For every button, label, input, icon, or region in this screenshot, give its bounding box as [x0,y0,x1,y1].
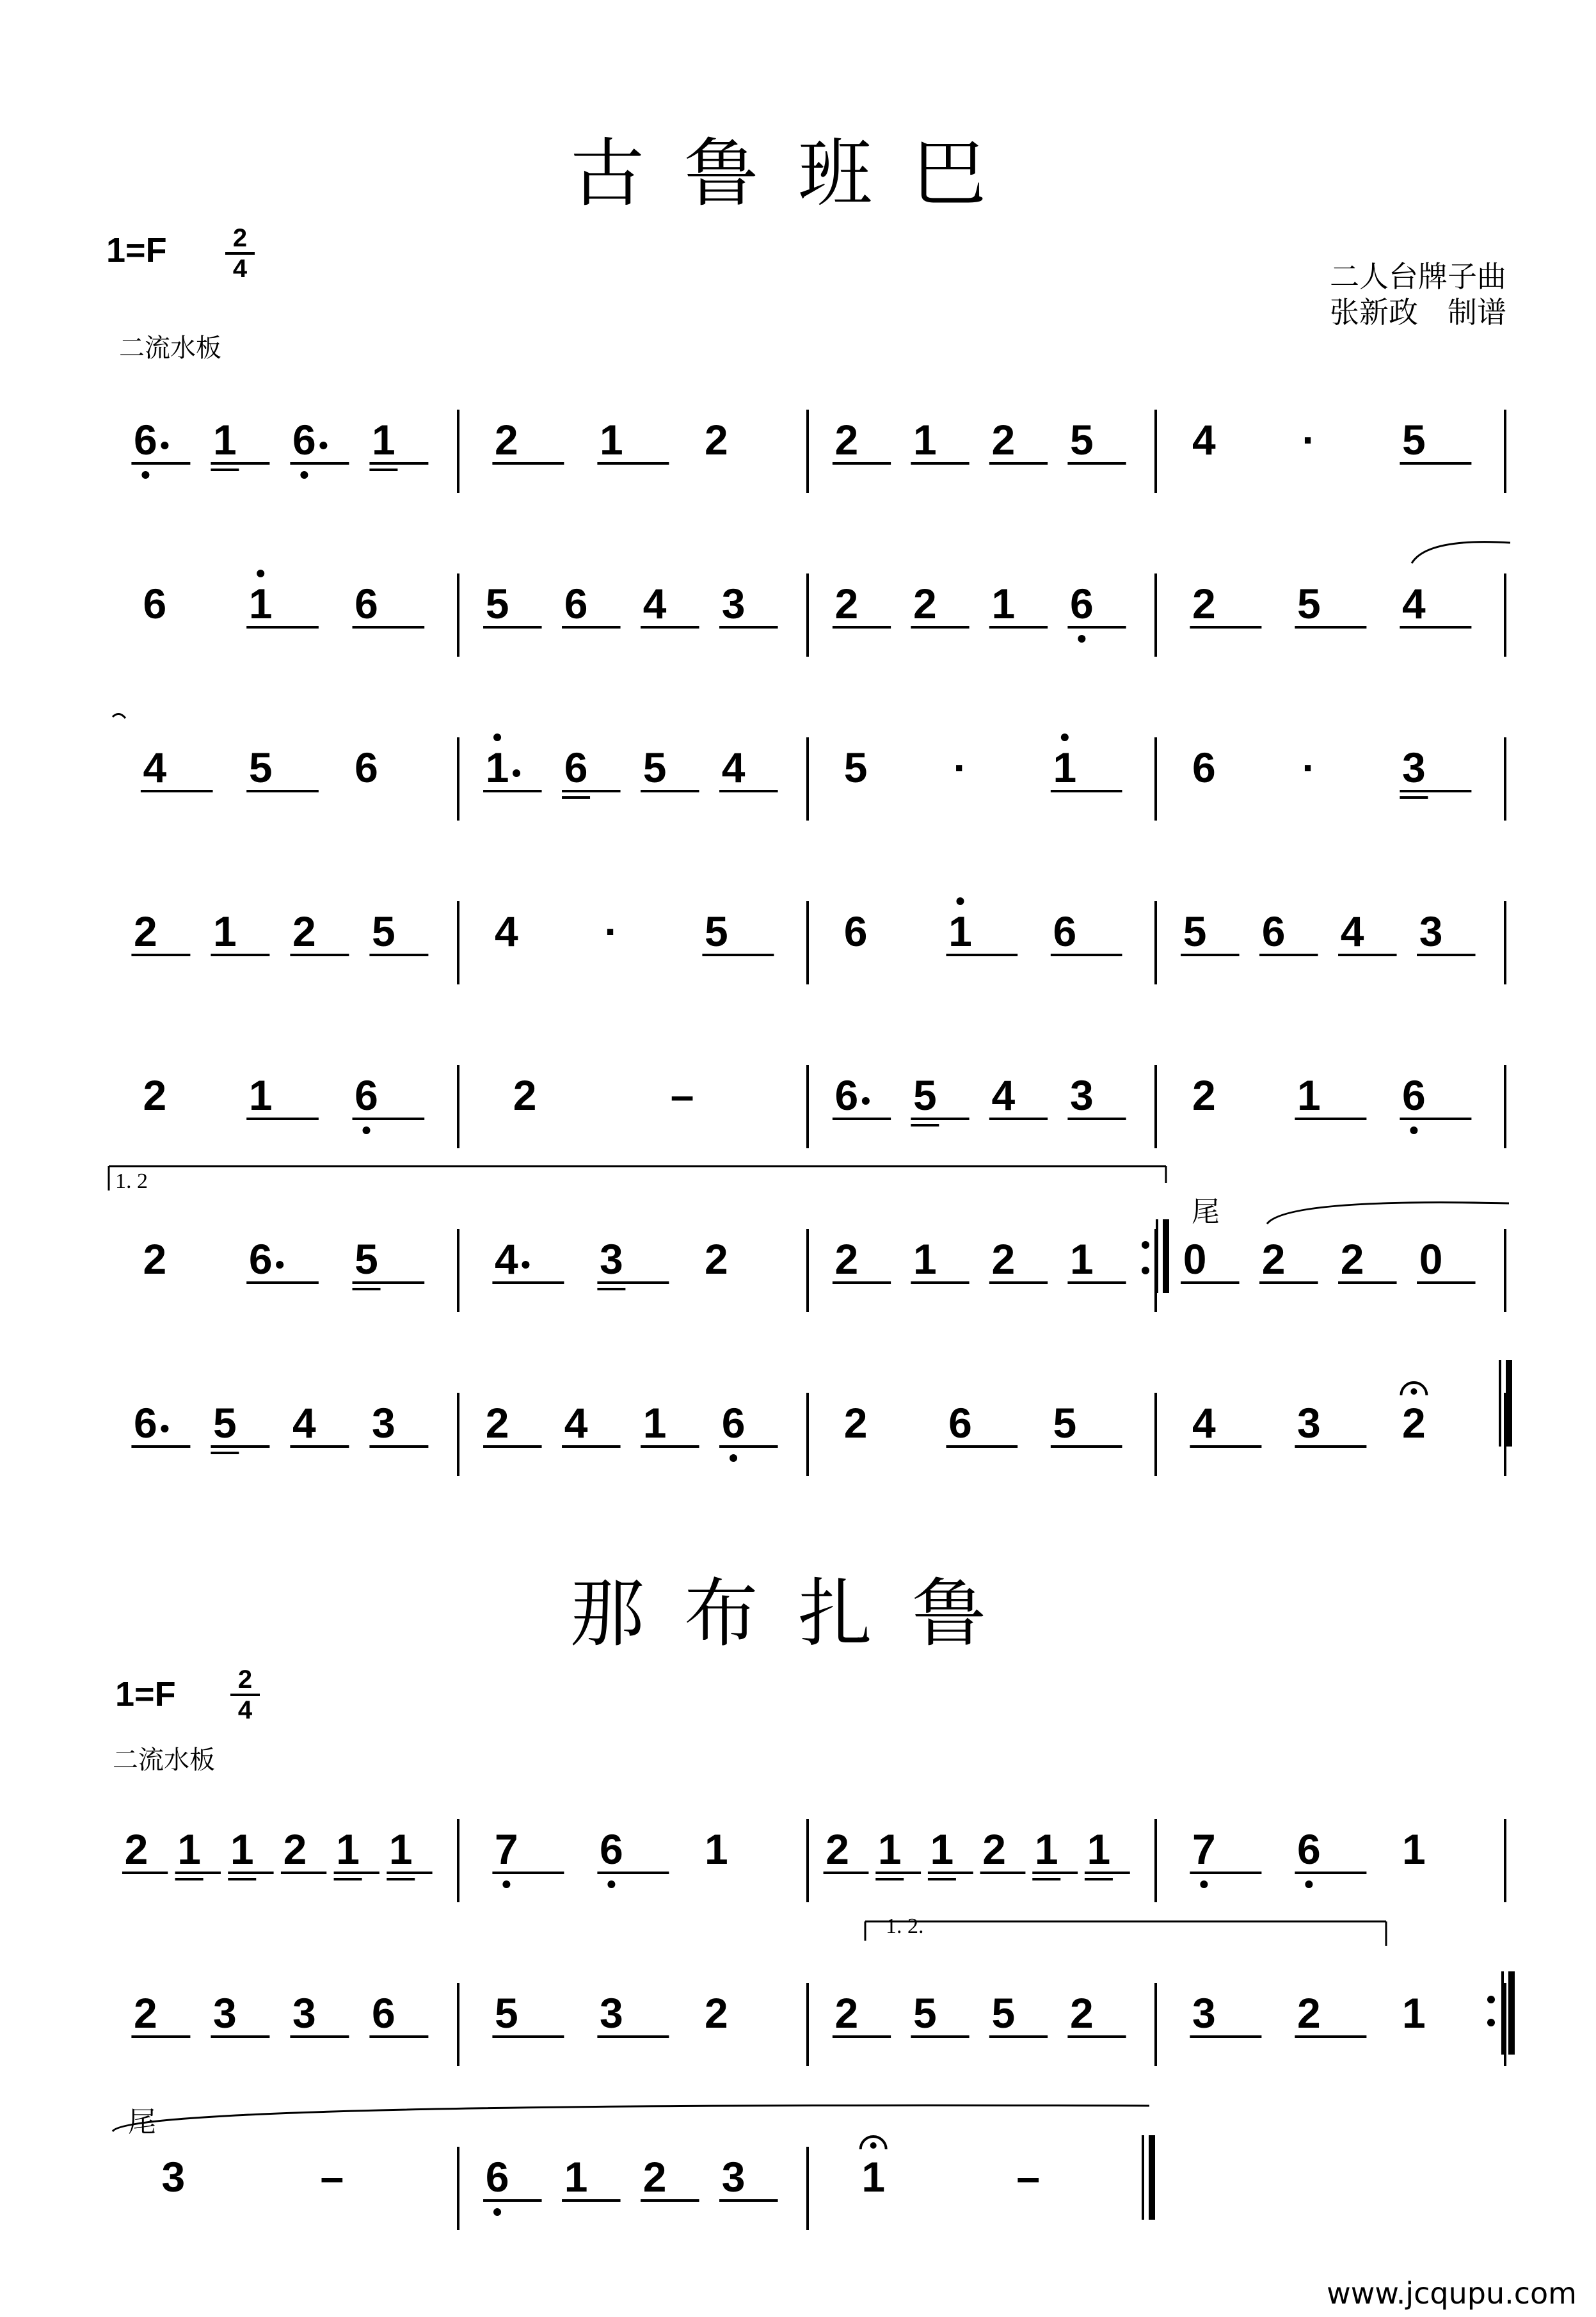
song1-augmentation-dot [513,769,520,777]
song2-note: 2 [982,1825,1006,1873]
song1-low-octave-dot [363,1126,371,1134]
song1-note: 4 [1340,908,1364,955]
song2-note: 2 [642,2153,667,2201]
song1-note: 3 [372,1399,395,1447]
song1-note: 4 [495,908,518,955]
song1-note: 6 [721,1399,746,1447]
song2-note: 5 [991,1989,1016,2037]
song2-note: 6 [372,1989,395,2037]
song2-meter-numerator: 2 [230,1667,260,1696]
song2-low-octave-dot [1305,1880,1313,1888]
song2-low-octave-dot [1200,1880,1208,1888]
song1-note: 2 [834,416,859,463]
song1-composer: 二人台牌子曲 [1330,259,1506,294]
song2-note: 1 [1402,1825,1426,1873]
song1-note: 6 [564,744,588,791]
song2-note: 1 [1402,1989,1426,2037]
song1-note: 2 [143,1235,167,1283]
song2-note: 2 [134,1989,157,2037]
song1-note: 2 [485,1399,509,1447]
song1-note: 5 [1402,416,1426,463]
song1-note: 1 [248,580,273,627]
song1-note: 6 [134,416,157,463]
song1-augmentation-dot [161,442,168,449]
song1-note: 4 [991,1071,1016,1119]
song2-note: 5 [913,1989,937,2037]
song1-repeat-dot [1142,1241,1149,1249]
song1-high-octave-dot [1061,734,1069,741]
song1-note: · [953,744,968,791]
song1-augmentation-dot [522,1261,529,1269]
song1-note: 6 [1192,744,1216,791]
song1-low-octave-dot [1410,1126,1417,1134]
song1-note: 6 [292,416,316,463]
song2-note: 1 [177,1825,201,1873]
song2-note: 3 [213,1989,237,2037]
song1-note: 1 [948,908,972,955]
song1-fermata-dot [1410,1388,1417,1395]
song1-note: 1 [642,1399,667,1447]
song1-note: 1 [248,1071,273,1119]
song2-note: 3 [721,2153,746,2201]
song2-note: 1 [930,1825,954,1873]
song1-note: 6 [134,1399,157,1447]
song2-note: 2 [834,1989,859,2037]
song2-note: 1 [1034,1825,1058,1873]
song1-note: 6 [1070,580,1094,627]
song2-low-octave-dot [607,1880,615,1888]
song1-note: 0 [1183,1235,1207,1283]
song2-note: 3 [600,1989,623,2037]
song2-note: 1 [877,1825,902,1873]
song1-high-octave-dot [493,734,501,741]
song1-note: 2 [834,580,859,627]
song1-note: 6 [1402,1071,1426,1119]
song2-note: 2 [283,1825,307,1873]
song1-note: 2 [134,908,157,955]
song1-low-octave-dot [141,471,149,479]
song1-augmentation-dot [862,1097,870,1105]
song1-key: 1=F [106,231,167,269]
song1-note: 2 [913,580,937,627]
song1-slur [113,714,125,718]
song2-note: 1 [336,1825,360,1873]
song1-slur [1412,542,1510,563]
song2-note: 2 [1070,1989,1094,2037]
song2-note: 1 [388,1825,413,1873]
song1-note: 6 [843,908,868,955]
song2-note: 1 [861,2153,886,2201]
song1-note: 4 [1192,416,1216,463]
song1-note: – [670,1071,694,1119]
song1-note: 1 [485,744,509,791]
song1-note: 5 [843,744,868,791]
song1-note: 5 [642,744,667,791]
song2-key: 1=F [115,1675,176,1713]
song1-repeat-dot [1142,1267,1149,1274]
song1-note: 2 [513,1071,537,1119]
song1-note: 1 [1297,1071,1321,1119]
song1-note: 6 [355,580,378,627]
song1-note: 4 [564,1399,588,1447]
song1-note: 2 [292,908,316,955]
song1-note: 6 [248,1235,273,1283]
song1-note: 6 [355,744,378,791]
song1-note: 6 [1261,908,1286,955]
song1-note: 1 [600,416,623,463]
song1-note: 3 [600,1235,623,1283]
song2-note: 1 [1087,1825,1111,1873]
song1-note: 5 [1070,416,1094,463]
song1-note: 5 [705,908,728,955]
song1-note: 1 [1053,744,1077,791]
song1-title: 古鲁班巴 [570,131,1026,217]
song1-note: 1 [213,416,237,463]
song1-note: 4 [1192,1399,1216,1447]
song2-note: – [1016,2153,1041,2201]
song1-arranger: 张新政 制谱 [1330,295,1506,330]
song1-note: 1 [213,908,237,955]
song2-note: 1 [705,1825,728,1873]
song2-note: 2 [826,1825,849,1873]
song1-note: 2 [843,1399,868,1447]
song1-note: 1 [1070,1235,1094,1283]
song1-note: 2 [705,416,728,463]
song1-note: 2 [834,1235,859,1283]
song2-fermata-dot [870,2142,877,2149]
song1-note: 6 [143,580,167,627]
song1-note: 5 [913,1071,937,1119]
song2-note: 2 [1297,1989,1321,2037]
song2-note: 3 [1192,1989,1216,2037]
song1-note: 6 [948,1399,972,1447]
song1-note: 2 [1402,1399,1426,1447]
song1-high-octave-dot [257,570,264,577]
song1-note: 3 [1297,1399,1321,1447]
song2-note: 5 [495,1989,518,2037]
song1-note: 1 [913,1235,937,1283]
song2-meter-denominator: 4 [237,1696,253,1724]
song1-coda-label: 尾 [1192,1196,1220,1228]
song1-note: 1 [913,416,937,463]
song2-repeat-dot [1487,2019,1495,2026]
song1-note: · [1302,744,1316,791]
song1-note: 3 [1419,908,1443,955]
song1-augmentation-dot [276,1261,283,1269]
song1-note: 2 [991,1235,1016,1283]
song1-note: 4 [1402,580,1426,627]
song2-note: 7 [1192,1825,1216,1873]
song1-note: 6 [355,1071,378,1119]
song1-note: 3 [721,580,746,627]
song1-note: 2 [1340,1235,1364,1283]
song1-note: 5 [213,1399,237,1447]
song1-note: · [604,908,619,955]
song1-note: 4 [292,1399,316,1447]
song1-tempo: 二流水板 [119,333,221,363]
song1-note: 3 [1402,744,1426,791]
song2-note: 2 [705,1989,728,2037]
song2-note: 2 [124,1825,148,1873]
song2-note: 7 [495,1825,518,1873]
song2-coda-label: 尾 [128,2106,156,2138]
song1-note: 4 [721,744,746,791]
song2-note: 6 [1297,1825,1321,1873]
song1-note: · [1302,416,1316,463]
song1-note: 0 [1419,1235,1443,1283]
song1-note: 5 [355,1235,378,1283]
song1-note: 2 [705,1235,728,1283]
song1-note: 5 [372,908,395,955]
song1-low-octave-dot [1078,635,1085,643]
song2-tempo: 二流水板 [113,1745,215,1775]
song2-note: 6 [485,2153,509,2201]
song1-augmentation-dot [161,1425,168,1432]
song1-note: 4 [642,580,667,627]
song1-high-octave-dot [957,897,964,905]
song1-note: 5 [1297,580,1321,627]
song1-note: 5 [1183,908,1207,955]
song2-note: 1 [230,1825,254,1873]
song2-title: 那布扎鲁 [570,1571,1026,1657]
song1-note: 4 [495,1235,518,1283]
song1-note: 2 [1192,580,1216,627]
song1-note: 2 [143,1071,167,1119]
song1-note: 2 [495,416,518,463]
song1-slur [1267,1203,1509,1224]
song1-note: 5 [248,744,273,791]
song1-note: 6 [564,580,588,627]
website-watermark: www.jcqupu.com [1327,2276,1577,2311]
song2-note: 1 [564,2153,588,2201]
song1-note: 2 [1261,1235,1286,1283]
song1-note: 6 [1053,908,1077,955]
song1-volta-label: 1. 2 [115,1169,148,1193]
song2-low-octave-dot [502,1880,510,1888]
song1-low-octave-dot [730,1454,737,1462]
song2-slur [113,2105,1149,2131]
song2-note: 6 [600,1825,623,1873]
song2-note: 3 [292,1989,316,2037]
song1-note: 4 [143,744,167,791]
song1-note: 5 [485,580,509,627]
song1-meter-numerator: 2 [225,225,255,255]
song2-volta-label: 1. 2. [886,1914,924,1938]
song1-low-octave-dot [300,471,308,479]
song1-note: 1 [991,580,1016,627]
song2-note: – [320,2153,344,2201]
song1-note: 3 [1070,1071,1094,1119]
song1-meter-denominator: 4 [232,255,248,283]
song1-augmentation-dot [319,442,327,449]
song2-repeat-dot [1487,1996,1495,2003]
song2-note: 3 [161,2153,186,2201]
song1-note: 6 [834,1071,859,1119]
song2-low-octave-dot [493,2208,501,2216]
song1-note: 2 [1192,1071,1216,1119]
song1-note: 2 [991,416,1016,463]
song1-note: 5 [1053,1399,1077,1447]
song1-note: 1 [372,416,395,463]
